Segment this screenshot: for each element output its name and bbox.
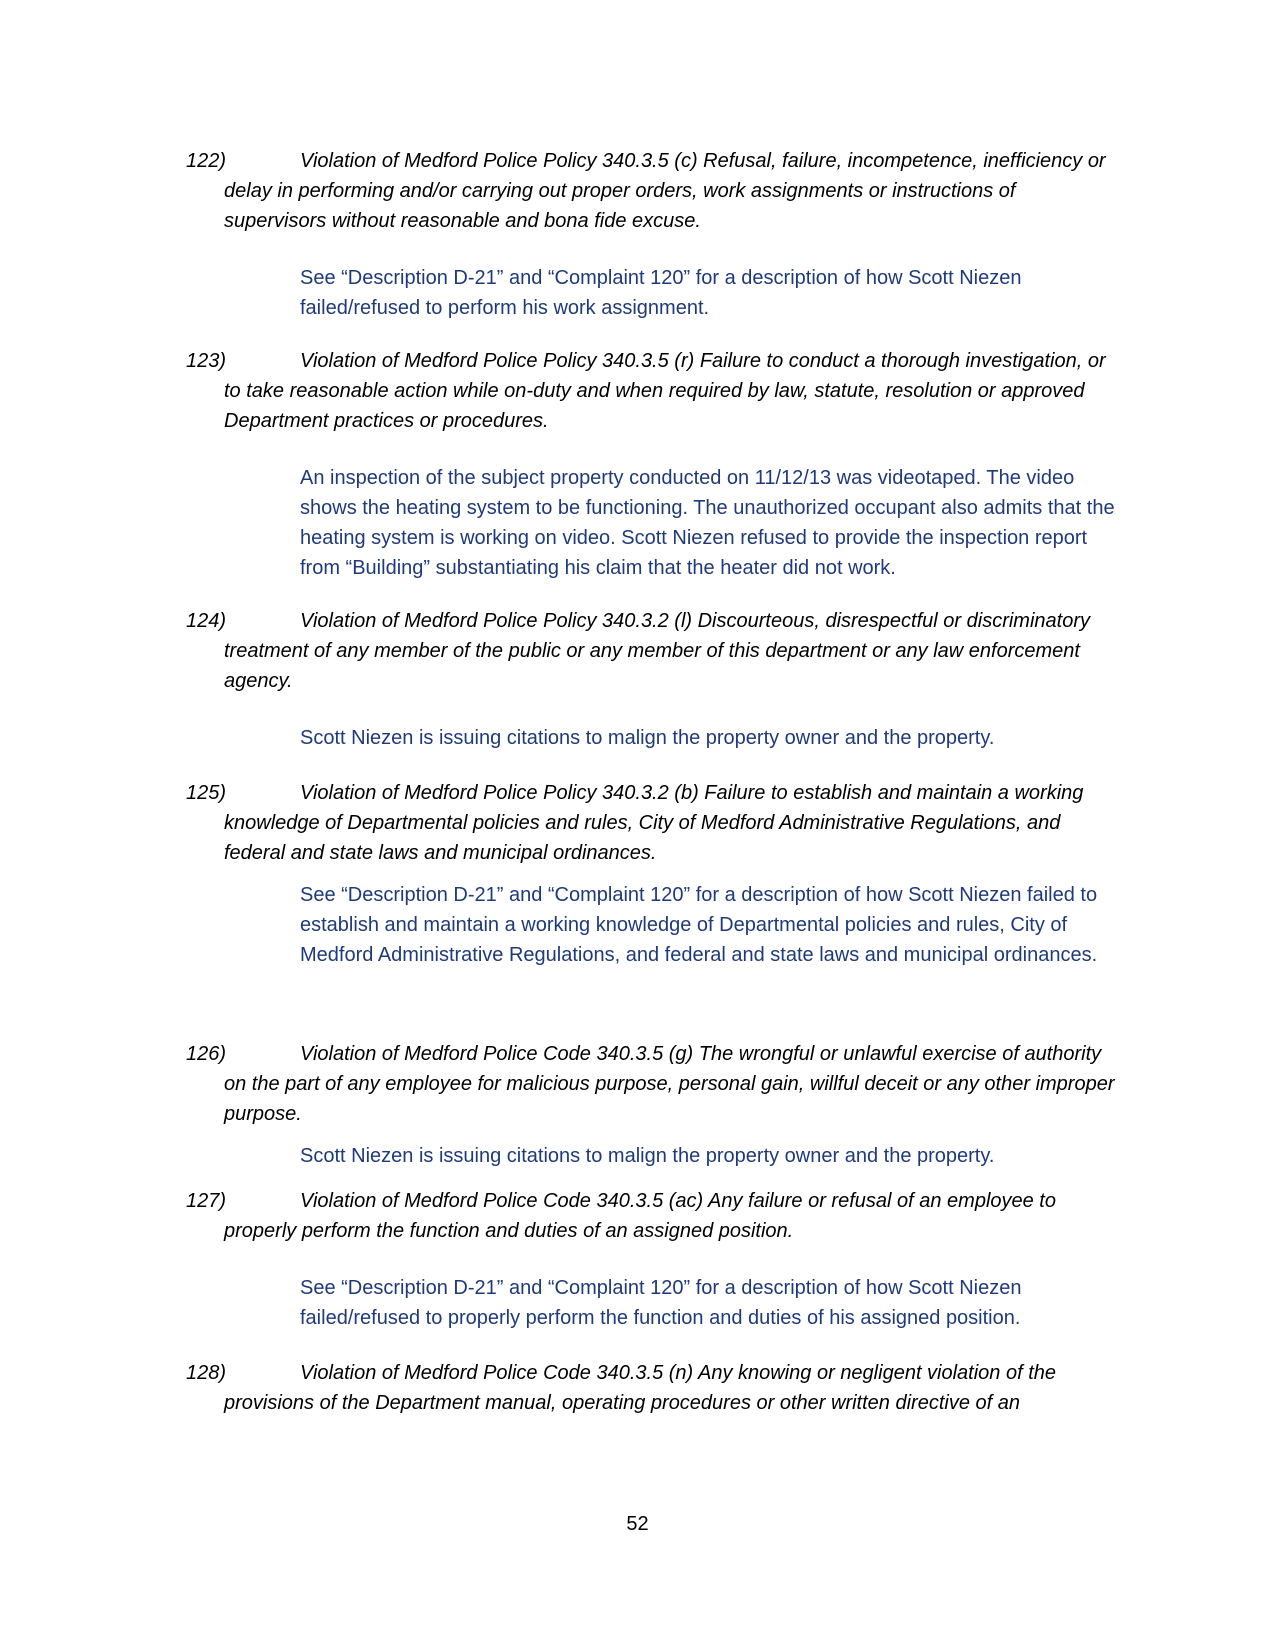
violation-text: Violation of Medford Police Code 340.3.5 (ac) Any failure or refusal of an employee to properly perform the function and duties of an assigned position. [224,1190,1056,1242]
violation-heading [186,146,1116,236]
violation-heading [186,1358,1116,1418]
violation-response: See “Description D-21” and “Complaint 120” for a description of how Scott Niezen failed to establish and maintain a working knowledge of Departmental policies and rules, City of Medford Administrative Regulations, and federal and state laws and municipal ordinances. [300,884,1098,966]
violation-response: See “Description D-21” and “Complaint 120” for a description of how Scott Niezen failed/refused to perform his work assignment. [300,267,1022,319]
violation-number: 122) [186,150,227,172]
violation-heading [186,1039,1116,1129]
violation-number: 126) [186,1043,227,1065]
violation-text: Violation of Medford Police Policy 340.3.2 (l) Discourteous, disrespectful or discriminatory treatment of any member of the public or any member of this department or any law enforcement agency. [224,610,1090,692]
violation-heading [186,778,1116,868]
violation-text: Violation of Medford Police Policy 340.3.2 (b) Failure to establish and maintain a working knowledge of Departmental policies and rules, City of Medford Administrative Regulations, and federal and state laws and municipal ordinances. [224,782,1084,864]
violation-item-124 [186,606,1116,753]
violation-response: Scott Niezen is issuing citations to malign the property owner and the property. [300,727,995,749]
violation-text: Violation of Medford Police Policy 340.3.5 (r) Failure to conduct a thorough investigation, or to take reasonable action while on-duty and when required by law, statute, resolution or approved Department practices or procedures. [224,350,1106,432]
violation-number: 127) [186,1190,227,1212]
violation-number: 124) [186,610,227,632]
violation-heading [186,606,1116,696]
violation-text: Violation of Medford Police Code 340.3.5 (g) The wrongful or unlawful exercise of authority on the part of any employee for malicious purpose, personal gain, willful deceit or any other improper purpose. [224,1043,1115,1125]
violation-number: 128) [186,1362,227,1384]
violation-item-126 [186,1039,1116,1171]
violation-text: Violation of Medford Police Policy 340.3.5 (c) Refusal, failure, incompetence, inefficiency or delay in performing and/or carrying out proper orders, work assignments or instructions of supervisors without reasonable and bona fide excuse. [224,150,1106,232]
violation-heading [186,1186,1116,1246]
violation-item-122 [186,146,1116,323]
violation-number: 125) [186,782,227,804]
page-number: 52 [626,1513,649,1535]
violation-item-127 [186,1186,1116,1333]
violation-item-128 [186,1358,1116,1418]
violation-response: Scott Niezen is issuing citations to malign the property owner and the property. [300,1145,995,1167]
violation-response: An inspection of the subject property conducted on 11/12/13 was videotaped. The video shows the heating system to be functioning. The unauthorized occupant also admits that the heating system is working on video. Scott Niezen refused to provide the inspection report from “Building” substantiating his claim that the heater did not work. [300,467,1115,579]
violation-number: 123) [186,350,227,372]
violation-item-123 [186,346,1116,583]
violation-response: See “Description D-21” and “Complaint 120” for a description of how Scott Niezen failed/refused to properly perform the function and duties of his assigned position. [300,1277,1022,1329]
violation-heading [186,346,1116,436]
violation-item-125 [186,778,1116,970]
violation-text: Violation of Medford Police Code 340.3.5 (n) Any knowing or negligent violation of the provisions of the Department manual, operating procedures or other written directive of an [224,1362,1057,1414]
